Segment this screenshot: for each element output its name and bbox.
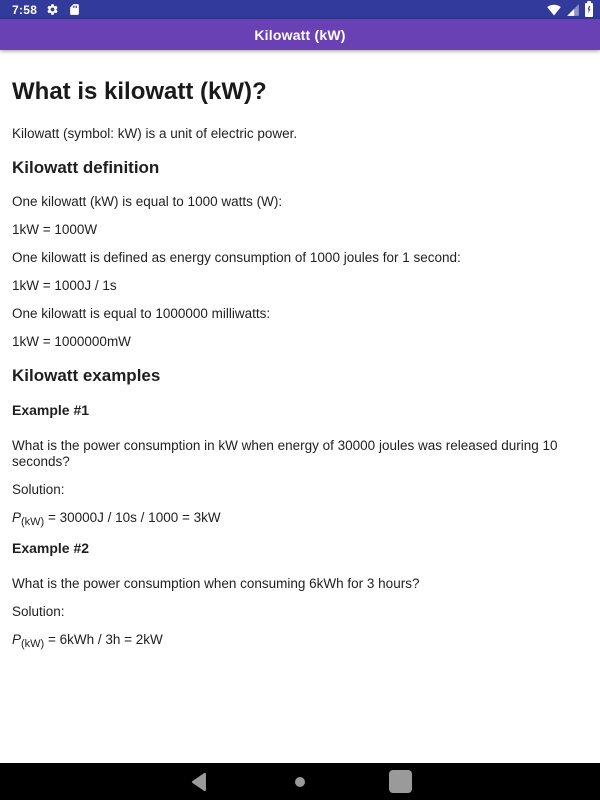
navigation-bar xyxy=(0,763,600,800)
status-bar-left xyxy=(7,3,81,17)
examples-heading: Kilowatt examples xyxy=(12,366,161,385)
example-2-title: Example #2 xyxy=(12,540,90,556)
definition-paragraph: One kilowatt is equal to 1000000 milliwatts: xyxy=(12,306,271,321)
definition-paragraph: One kilowatt (kW) is equal to 1000 watts (W): xyxy=(12,194,283,209)
wifi-icon xyxy=(546,3,562,17)
gear-icon xyxy=(46,3,59,16)
definition-equation: 1kW = 1000J / 1s xyxy=(12,278,117,293)
cell-signal-icon xyxy=(566,3,580,17)
example-1-title: Example #1 xyxy=(12,402,90,418)
back-icon xyxy=(187,769,213,795)
example-2-formula xyxy=(12,632,588,648)
page-title: What is kilowatt (kW)? xyxy=(12,78,267,105)
example-2-solution-label: Solution: xyxy=(12,604,65,619)
intro-paragraph: Kilowatt (symbol: kW) is a unit of electric power. xyxy=(12,126,298,141)
formula-variable: P xyxy=(12,510,22,525)
definition-heading: Kilowatt definition xyxy=(12,158,160,177)
battery-charging-icon xyxy=(585,3,593,17)
status-time: 7:58 xyxy=(12,2,38,17)
back-button[interactable] xyxy=(180,767,220,797)
example-2-question: What is the power consumption when consuming 6kWh for 3 hours? xyxy=(12,576,420,591)
example-1-question: What is the power consumption in kW when energy of 30000 joules was released during 10 seconds? xyxy=(12,438,558,469)
definition-equation: 1kW = 1000W xyxy=(12,222,98,237)
definition-equation: 1kW = 1000000mW xyxy=(12,334,131,349)
example-1-solution-label: Solution: xyxy=(12,482,65,497)
formula-expression: = 6kWh / 3h = 2kW xyxy=(44,632,163,647)
example-1-formula xyxy=(12,510,588,526)
app-bar-title: Kilowatt (kW) xyxy=(254,26,346,43)
formula-expression: = 30000J / 10s / 1000 = 3kW xyxy=(44,510,221,525)
home-icon xyxy=(295,777,305,787)
formula-variable: P xyxy=(12,632,22,647)
formula-subscript: (kW) xyxy=(21,638,45,650)
home-button[interactable] xyxy=(280,767,320,797)
definition-paragraph: One kilowatt is defined as energy consumption of 1000 joules for 1 second: xyxy=(12,250,461,265)
recents-button[interactable] xyxy=(380,767,420,797)
recents-icon xyxy=(389,770,412,793)
formula-subscript: (kW) xyxy=(21,516,45,528)
app-bar xyxy=(0,19,600,50)
status-bar xyxy=(0,0,600,19)
sd-card-icon xyxy=(68,3,81,16)
article-content xyxy=(0,50,600,763)
status-bar-right xyxy=(546,3,593,17)
